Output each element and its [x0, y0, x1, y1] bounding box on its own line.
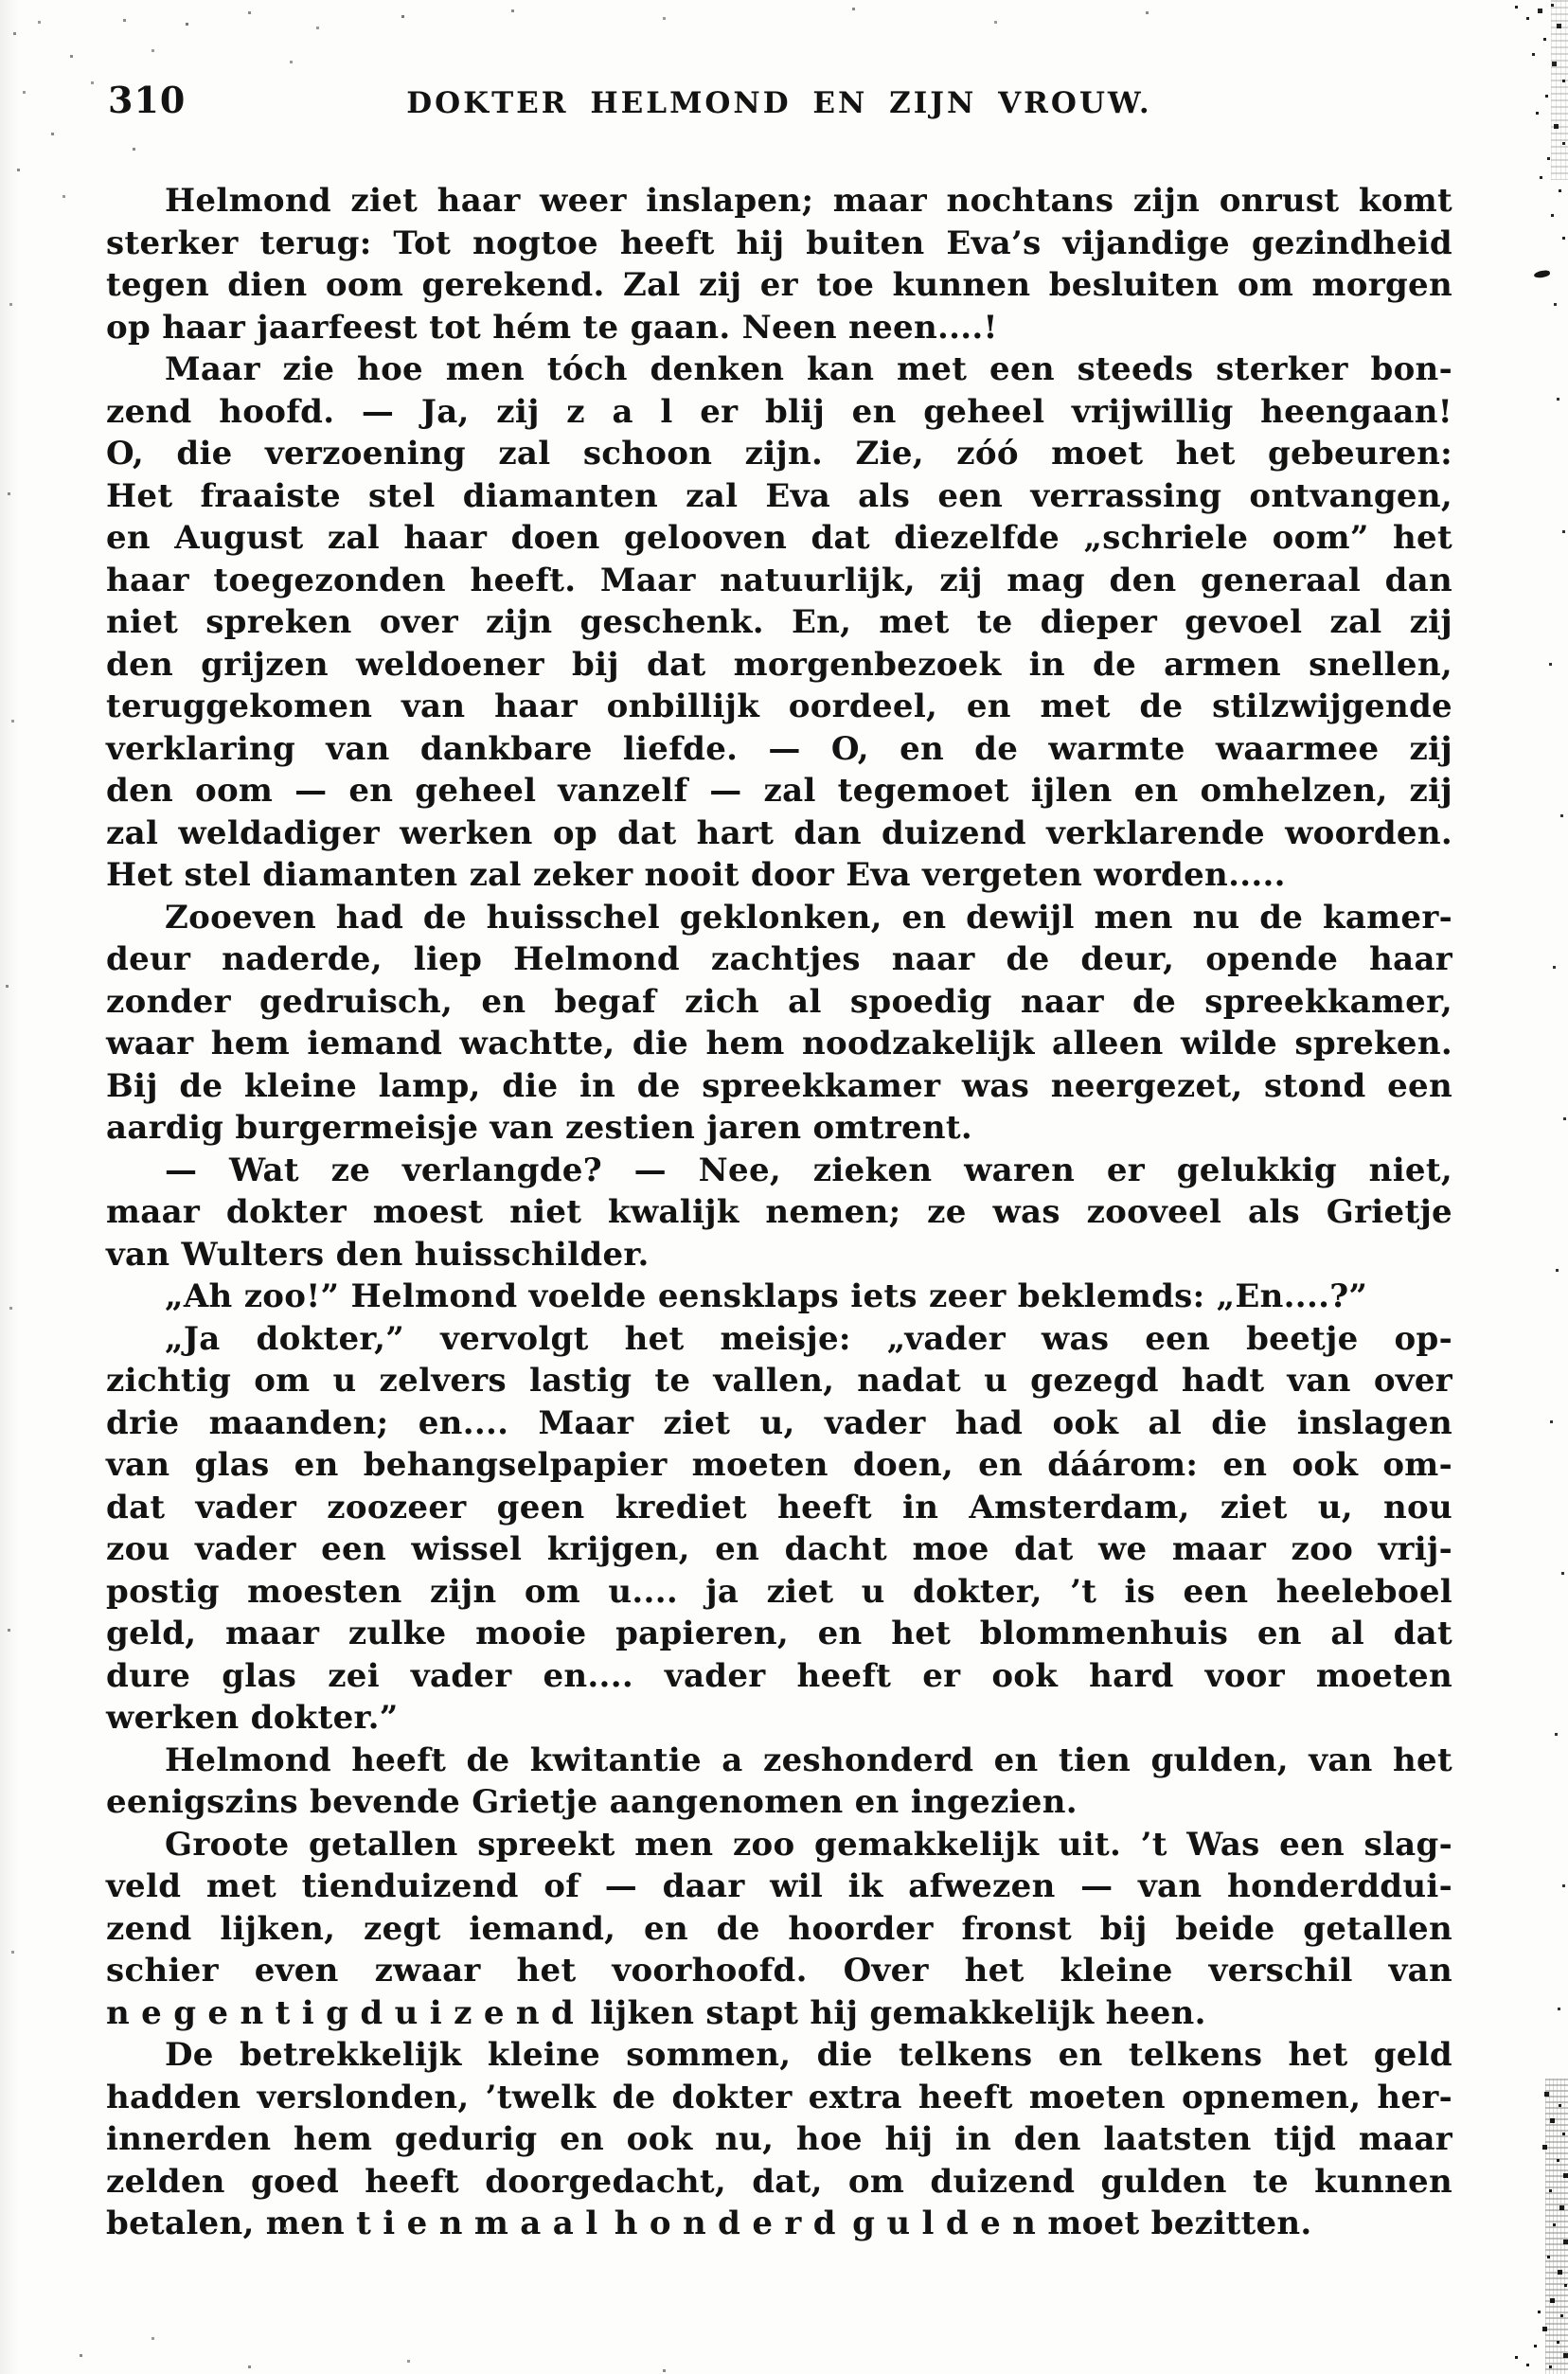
scan-edge-noise-top-right — [1551, 0, 1568, 180]
text-line: van Wulters den huisschilder. — [106, 1235, 650, 1274]
text-line: maar dokter moest niet kwalijk nemen; ze was zooveel als Grietje — [106, 1193, 1452, 1231]
text-line: Groote getallen spreekt men zoo gemakkelijk uit. ’t Was een slag- — [165, 1825, 1452, 1864]
text-line: haar toegezonden heeft. Maar natuurlijk, zij mag den generaal dan — [106, 561, 1452, 599]
text-line: „Ja dokter,” vervolgt het meisje: „vader was een beetje op- — [165, 1319, 1452, 1358]
text-line: zelden goed heeft doorgedacht, dat, om duizend gulden te kunnen — [106, 2162, 1452, 2201]
text-line: den grijzen weldoener bij dat morgenbezoek in de armen snellen, — [106, 645, 1452, 684]
text-line: dure glas zei vader en.... vader heeft er ook hard voor moeten — [106, 1656, 1452, 1695]
text-line: Helmond heeft de kwitantie a zeshonderd en tien gulden, van het — [165, 1740, 1452, 1779]
text-line: innerden hem gedurig en ook nu, hoe hij in den laatsten tijd maar — [106, 2120, 1452, 2158]
text-line: Bij de kleine lamp, die in de spreekkamer was neergezet, stond een — [106, 1066, 1452, 1105]
text-line: werken dokter.” — [106, 1699, 399, 1737]
paragraph — [106, 348, 1452, 897]
text-line: Het fraaiste stel diamanten zal Eva als een verrassing ontvangen, — [106, 476, 1452, 515]
page-header — [106, 80, 1452, 131]
text-line: hadden verslonden, ’twelk de dokter extra heeft moeten opnemen, her- — [106, 2078, 1452, 2116]
paragraph — [106, 180, 1452, 348]
text-line: schier even zwaar het voorhoofd. Over het kleine verschil van — [106, 1952, 1452, 1990]
text-line: — Wat ze verlangde? — Nee, zieken waren er gelukkig niet, — [165, 1151, 1452, 1189]
paragraph — [106, 1824, 1452, 2035]
text-line: zonder gedruisch, en begaf zich al spoedig naar de spreekkamer, — [106, 982, 1452, 1021]
text-line: De betrekkelijk kleine sommen, die telkens en telkens het geld — [165, 2036, 1452, 2074]
text-line: tegen dien oom gerekend. Zal zij er toe kunnen besluiten om morgen — [106, 266, 1452, 304]
text-line: zend lijken, zegt iemand, en de hoorder fronst bij beide getallen — [106, 1909, 1452, 1948]
text-line: Helmond ziet haar weer inslapen; maar nochtans zijn onrust komt — [165, 182, 1452, 220]
scan-noise-faint — [0, 0, 3, 3]
scan-noise-dark — [0, 0, 3, 3]
paragraph — [106, 1150, 1452, 1276]
text-line: betalen, men t i e n m a a l h o n d e r d g u l d e n moet bezitten. — [106, 2204, 1312, 2242]
page-number: 310 — [108, 79, 187, 121]
text-line: veld met tienduizend of — daar wil ik afwezen — van honderddui- — [106, 1867, 1452, 1905]
text-line: Zooeven had de huisschel geklonken, en dewijl men nu de kamer- — [165, 898, 1452, 937]
text-line: en August zal haar doen gelooven dat diezelfde „schriele oom” het — [106, 519, 1452, 557]
text-line: postig moesten zijn om u.... ja ziet u dokter, ’t is een heeleboel — [106, 1572, 1452, 1611]
text-line: van glas en behangselpapier moeten doen, en dáárom: en ook om- — [106, 1446, 1452, 1484]
text-line: eenigszins bevende Grietje aangenomen en ingezien. — [106, 1783, 1078, 1821]
text-line: „Ah zoo!” Helmond voelde eensklaps iets zeer beklemds: „En....?” — [165, 1277, 1368, 1315]
text-line: Het stel diamanten zal zeker nooit door Eva vergeten worden..... — [106, 856, 1286, 894]
paragraph — [106, 1276, 1452, 1318]
text-line: niet spreken over zijn geschenk. En, met te dieper gevoel zal zij — [106, 603, 1452, 641]
text-line: drie maanden; en.... Maar ziet u, vader had ook al die inslagen — [106, 1403, 1452, 1442]
running-title: DOKTER HELMOND EN ZIJN VROUW. — [406, 86, 1152, 120]
text-line: deur naderde, liep Helmond zachtjes naar de deur, opende haar — [106, 940, 1452, 978]
text-line: dat vader zoozeer geen krediet heeft in Amsterdam, ziet u, nou — [106, 1488, 1452, 1526]
paragraph — [106, 1318, 1452, 1740]
paragraph — [106, 1740, 1452, 1824]
scan-edge-noise-bottom-right — [1545, 2079, 1568, 2374]
page-body — [106, 180, 1452, 2245]
text-line: op haar jaarfeest tot hém te gaan. Neen neen....! — [106, 308, 998, 347]
text-line: O, die verzoening zal schoon zijn. Zie, zóó moet het gebeuren: — [106, 435, 1452, 473]
text-line: waar hem iemand wachtte, die hem noodzakelijk alleen wilde spreken. — [106, 1025, 1452, 1062]
text-line: Maar zie hoe men tóch denken kan met een steeds sterker bon- — [165, 350, 1452, 388]
text-line: zal weldadiger werken op dat hart dan duizend verklarende woorden. — [106, 813, 1452, 852]
text-line: den oom — en geheel vanzelf — zal tegemoet ijlen en omhelzen, zij — [106, 772, 1452, 810]
text-line: zend hoofd. — Ja, zij z a l er blij en geheel vrijwillig heengaan! — [106, 392, 1452, 431]
text-line: n e g e n t i g d u i z e n d lijken stapt hij gemakkelijk heen. — [106, 1993, 1206, 2032]
text-line: zichtig om u zelvers lastig te vallen, nadat u gezegd hadt van over — [106, 1362, 1452, 1400]
text-line: sterker terug: Tot nogtoe heeft hij buiten Eva’s vijandige gezindheid — [106, 223, 1452, 262]
text-line: verklaring van dankbare liefde. — O, en de warmte waarmee zij — [106, 729, 1452, 768]
text-line: zou vader een wissel krijgen, en dacht moe dat we maar zoo vrij- — [106, 1530, 1452, 1568]
scan-edge-shading — [0, 0, 19, 2374]
paragraph — [106, 897, 1452, 1150]
text-line: aardig burgermeisje van zestien jaren omtrent. — [106, 1109, 973, 1147]
text-line: geld, maar zulke mooie papieren, en het blommenhuis en al dat — [106, 1615, 1452, 1652]
scan-smudge — [1534, 270, 1551, 278]
paragraph — [106, 2034, 1452, 2245]
text-line: teruggekomen van haar onbillijk oordeel, en met de stilzwijgende — [106, 687, 1452, 725]
